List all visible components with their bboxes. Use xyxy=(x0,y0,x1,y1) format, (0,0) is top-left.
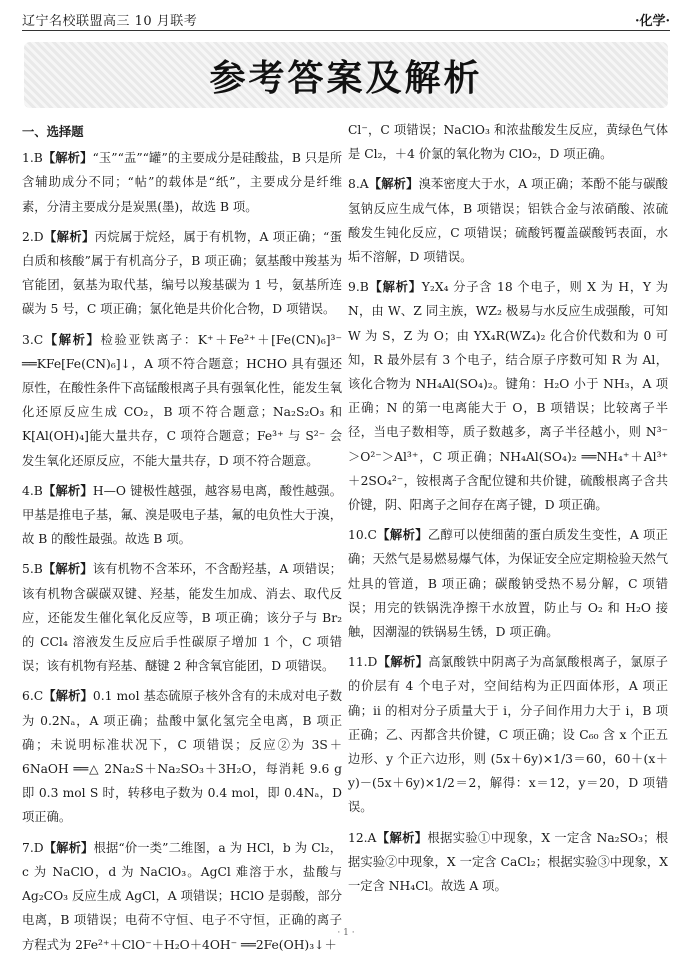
answer-item xyxy=(22,328,342,473)
answer-item xyxy=(348,826,668,899)
answer-number: 5.B xyxy=(22,562,43,577)
analysis-tag: 【解析】 xyxy=(42,562,93,577)
analysis-text: 检验亚铁离子：K⁺＋Fe²⁺＋[Fe(CN)₆]³⁻ ══KFe[Fe(CN)₆]↓，A 项不符合题意；HCHO 具有强还原性，在酸性条件下高锰酸根离子具有强氧化性，能发生氧化还原反应生成 CO₂，B 项不符合题意；Na₂S₂O₃ 和 K[Al(OH)₄]能大量共存，C 项符合题意；Fe³⁺ 与 S²⁻ 会发生氧化还原反应，不能大量共存，D 项不符合题意。 xyxy=(22,332,342,468)
answer-number: 3.C xyxy=(22,332,44,347)
analysis-text: 溴苯密度大于水，A 项正确；苯酚不能与碳酸氢钠反应生成气体，B 项错误；铝铁合金与浓硝酸、浓硫酸发生钝化反应，C 项错误；硫酸钙覆盖碳酸钙表面，水垢不溶解，D 项错误。 xyxy=(348,177,668,265)
analysis-tag: 【解析】 xyxy=(43,229,95,244)
analysis-tag: 【解析】 xyxy=(376,830,428,845)
answer-item xyxy=(22,146,342,219)
analysis-text: “玉”“盂”“罐”的主要成分是硅酸盐，B 只是所含辅助成分不同；“帖”的载体是“纸”，主要成分是纤维素，分清主要成分是炭黑(墨)，故选 B 项。 xyxy=(22,151,342,214)
analysis-tag: 【解析】 xyxy=(42,483,93,498)
analysis-text: Cl⁻，C 项错误；NaClO₃ 和浓盐酸发生反应，黄绿色气体是 Cl₂，＋4 价氯的氧化物为 ClO₂，D 项正确。 xyxy=(348,123,668,162)
analysis-tag: 【解析】 xyxy=(376,528,428,543)
answer-number: 4.B xyxy=(22,483,43,498)
analysis-text: 高氯酸铁中阴离子为高氯酸根离子，氯原子的价层有 4 个电子对，空间结构为正四面体形，A 项正确；ii 的相对分子质量大于 i，分子间作用力大于 i，B 项正确；乙、丙都含共价键，C 项正确；设 C₆₀ 含 x 个正五边形、y 个正六边形，则 (5x＋6y)×1/3＝60，60＋(x＋y)－(5x＋6y)×1/2＝2，解得：x＝12，y＝20，D 项错误。 xyxy=(348,655,668,815)
answer-item xyxy=(22,557,342,678)
answer-item xyxy=(22,836,342,957)
answer-number: 6.C xyxy=(22,689,44,704)
analysis-text: 0.1 mol 基态硫原子核外含有的未成对电子数为 0.2Nₐ，A 项正确；盐酸中氯化氢完全电离，B 项正确；未说明标准状况下，C 项错误；反应②为 3S＋6NaOH ══△ 2Na₂S＋Na₂SO₃＋3H₂O，每消耗 9.6 g 即 0.3 mol S 时，转移电子数为 0.4 mol，即 0.4Nₐ，D 项正确。 xyxy=(22,689,342,825)
header-subject: ·化学· xyxy=(634,14,670,29)
answer-item xyxy=(22,479,342,552)
analysis-tag: 【解析】 xyxy=(43,332,101,347)
analysis-text: 乙醇可以使细菌的蛋白质发生变性，A 项正确；天然气是易燃易爆气体，为保证安全应定期检验天然气灶具的管道，B 项正确；碳酸钠受热不易分解，C 项错误；用完的铁锅洗净擦干水放置，防止与 O₂ 和 H₂O 接触，因潮湿的铁锅易生锈，D 项正确。 xyxy=(348,528,668,640)
analysis-tag: 【解析】 xyxy=(368,280,422,295)
page-title: 参考答案及解析 xyxy=(209,57,483,99)
answer-number: 8.A xyxy=(348,177,369,192)
analysis-text: 根据“价一类”二维图，a 为 HCl，b 为 Cl₂，c 为 NaClO，d 为 NaClO₃。AgCl 难溶于水，盐酸与 Ag₂CO₃ 反应生成 AgCl，A 项错误；HClO 是弱酸，部分电离，B 项错误；电荷不守恒、电子不守恒，正确的离子方程式为 2Fe²⁺＋ClO⁻＋H₂O＋4OH⁻ ══2Fe(OH)₃↓＋ xyxy=(22,840,342,952)
page-number: · 1 · xyxy=(337,928,355,938)
header-exam-name: 辽宁名校联盟高三 10 月联考 xyxy=(22,14,198,29)
answer-number: 10.C xyxy=(348,528,377,543)
answer-item xyxy=(348,275,668,517)
analysis-tag: 【解析】 xyxy=(368,177,419,192)
analysis-text: 该有机物不含苯环，不含酚羟基，A 项错误；该有机物含碳碳双键、羟基，能发生加成、消去、取代反应，还能发生催化氧化反应等，B 项正确；该分子与 Br₂ 的 CCl₄ 溶液发生反应后手性碳原子增加 1 个，C 项错误；该有机物有羟基、醚键 2 种含氧官能团，D 项错误。 xyxy=(22,562,342,674)
answer-number: 7.D xyxy=(22,840,44,855)
answer-number: 12.A xyxy=(348,830,377,845)
answer-item xyxy=(348,523,668,644)
page-header xyxy=(22,8,670,30)
analysis-tag: 【解析】 xyxy=(377,655,429,670)
right-column xyxy=(348,118,668,904)
header-divider xyxy=(22,30,670,31)
analysis-tag: 【解析】 xyxy=(42,151,93,166)
title-banner xyxy=(24,42,668,108)
answer-item xyxy=(348,118,668,166)
analysis-text: 丙烷属于烷烃，属于有机物，A 项正确；“蛋白质和核酸”属于有机高分子，B 项正确；氨基酸中羧基为官能团，氨基为取代基，编号以羧基碳为 1 号，氨基所连碳为 5 号，C 项正确；氯化铯是共价化合物，D 项错误。 xyxy=(22,229,342,317)
analysis-text: Y₂X₄ 分子含 18 个电子，则 X 为 H，Y 为 N，由 W、Z 同主族，WZ₂ 极易与水反应生成强酸，可知 W 为 S，Z 为 O；由 YX₄R(WZ₄)₂ 化合价代数和为 0 可知，R 最外层有 3 个电子，结合原子序数可知 R 为 Al，该化合物为 NH₄Al(SO₄)₂。键角：H₂O 小于 NH₃，A 项正确；N 的第一电离能大于 O，B 项错误；比较离子半径，当电子数相等，质子数越多，离子半径越小，则 N³⁻＞O²⁻＞Al³⁺，C 项正确；NH₄Al(SO₄)₂ ══NH₄⁺＋Al³⁺＋2SO₄²⁻，铵根离子含配位键和共价键，硫酸根离子含共价键，阴、阳离子之间存在离子键，D 项正确。 xyxy=(348,280,668,513)
answer-item xyxy=(348,650,668,819)
analysis-text: H—O 键极性越强，越容易电离，酸性越强。甲基是推电子基，氟、溴是吸电子基，氟的电负性大于溴，故 B 的酸性最强。故选 B 项。 xyxy=(22,483,342,547)
answer-number: 11.D xyxy=(348,655,378,670)
analysis-tag: 【解析】 xyxy=(43,689,93,704)
analysis-text: 根据实验①中现象，X 一定含 Na₂SO₃；根据实验②中现象，X 一定含 CaCl₂；根据实验③中现象，X 一定含 NH₄Cl。故选 A 项。 xyxy=(348,830,668,894)
answer-number: 1.B xyxy=(22,151,43,166)
left-column xyxy=(22,120,342,963)
answer-item xyxy=(22,684,342,829)
answer-item xyxy=(348,172,668,269)
section-title: 一、选择题 xyxy=(22,125,84,139)
analysis-tag: 【解析】 xyxy=(43,840,94,855)
answer-item xyxy=(22,225,342,322)
answer-number: 9.B xyxy=(348,280,369,295)
answer-number: 2.D xyxy=(22,229,44,244)
